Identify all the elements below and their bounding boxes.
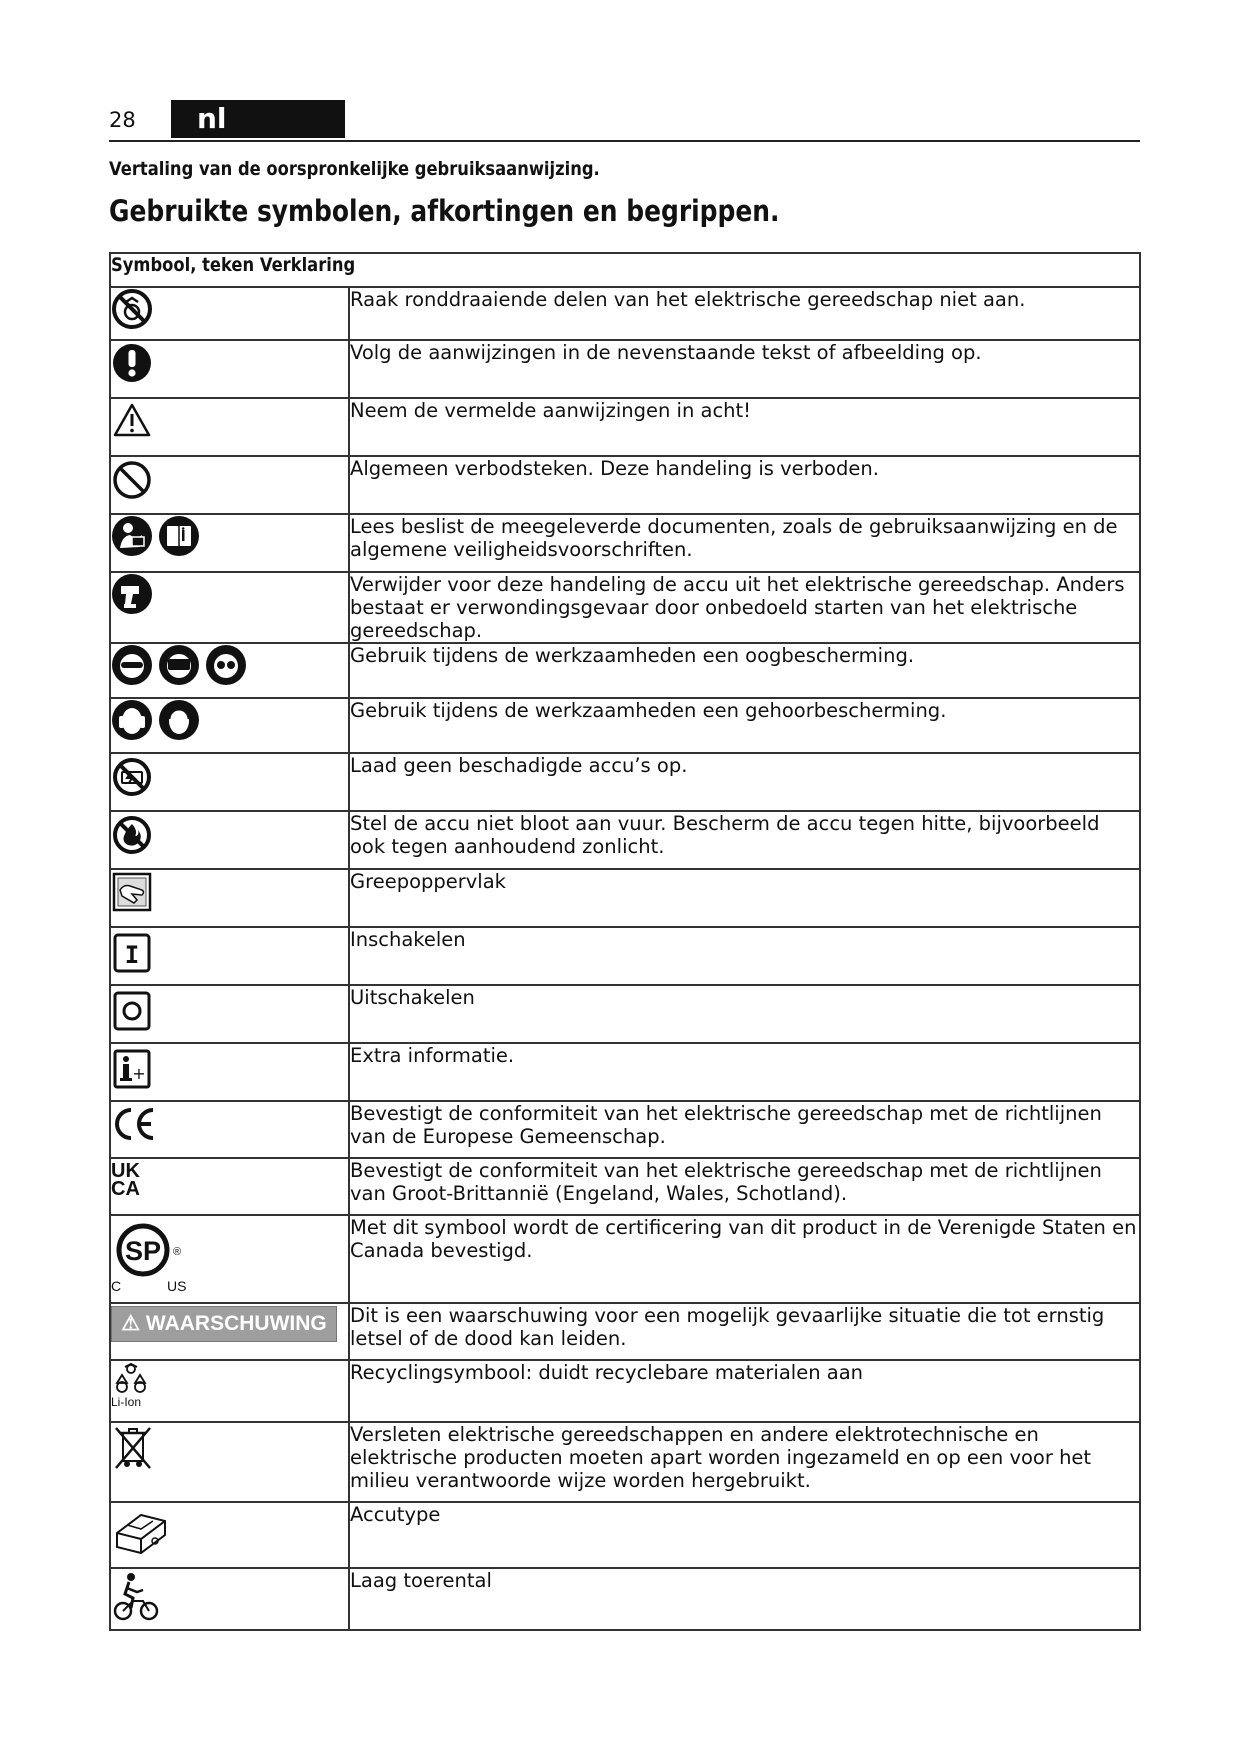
row-description: Algemeen verbodsteken. Deze handeling is verboden. bbox=[349, 456, 1140, 514]
table-row bbox=[110, 1101, 1140, 1158]
table-row bbox=[110, 985, 1140, 1043]
table-row bbox=[110, 572, 1140, 643]
prohibition-icon bbox=[111, 457, 153, 501]
ear-muffs-icon bbox=[158, 699, 200, 741]
row-description: Uitschakelen bbox=[349, 985, 1140, 1043]
svg-text:+: + bbox=[132, 1064, 146, 1083]
ce-mark-icon bbox=[111, 1102, 161, 1146]
table-row bbox=[110, 927, 1140, 985]
warning-badge-icon: ⚠ WAARSCHUWING bbox=[111, 1306, 337, 1342]
ukca-mark-icon: UK CA bbox=[111, 1160, 140, 1200]
table-row bbox=[110, 1568, 1140, 1630]
grip-surface-icon bbox=[111, 870, 153, 914]
row-description: Gebruik tijdens de werkzaamheden een oogbescherming. bbox=[349, 643, 1140, 698]
battery-type-icon bbox=[111, 1503, 171, 1559]
ear-protection-icon bbox=[111, 699, 153, 741]
svg-text:I: I bbox=[124, 941, 140, 969]
no-charging-damaged-battery-icon bbox=[111, 754, 153, 798]
manual-book-icon bbox=[158, 515, 200, 557]
power-on-icon bbox=[111, 928, 153, 976]
document-subtitle: Vertaling van de oorspronkelijke gebruiksaanwijzing. bbox=[109, 158, 600, 180]
no-touching-rotating-parts-icon bbox=[111, 288, 153, 330]
row-description: Stel de accu niet bloot aan vuur. Bescherm de accu tegen hitte, bijvoorbeeld ook tegen aanhoudend zonlicht. bbox=[349, 811, 1140, 869]
eye-protection-icon bbox=[111, 644, 153, 686]
table-row bbox=[110, 398, 1140, 456]
page-header bbox=[109, 100, 1140, 142]
row-description: Raak ronddraaiende delen van het elektrische gereedschap niet aan. bbox=[349, 287, 1140, 340]
row-description: Greepoppervlak bbox=[349, 869, 1140, 927]
svg-text:SP: SP bbox=[124, 1236, 162, 1266]
mandatory-action-icon bbox=[111, 341, 153, 385]
table-row bbox=[110, 456, 1140, 514]
row-description: Bevestigt de conformiteit van het elektrische gereedschap met de richtlijnen van Groot-Brittannië (Engeland, Wales, Schotland). bbox=[349, 1158, 1140, 1215]
table-row bbox=[110, 643, 1140, 698]
row-description: Recyclingsymbool: duidt recyclebare materialen aan bbox=[349, 1360, 1140, 1422]
face-shield-icon bbox=[158, 644, 200, 686]
table-row bbox=[110, 340, 1140, 398]
table-row bbox=[110, 1043, 1140, 1101]
row-description: Volg de aanwijzingen in de nevenstaande tekst of afbeelding op. bbox=[349, 340, 1140, 398]
table-row bbox=[110, 1215, 1140, 1303]
no-fire-battery-icon bbox=[111, 812, 153, 856]
recycling-icon: Li-Ion bbox=[111, 1361, 155, 1409]
row-description: Extra informatie. bbox=[349, 1043, 1140, 1101]
read-manual-icon bbox=[111, 515, 153, 557]
safety-goggles-icon bbox=[205, 644, 247, 686]
warning-triangle-small-icon: ⚠ bbox=[121, 1312, 141, 1335]
page-title: Gebruikte symbolen, afkortingen en begrippen. bbox=[109, 194, 780, 228]
row-description: Versleten elektrische gereedschappen en andere elektrotechnische en elektrische producten moeten apart worden ingezameld en op een voor het milieu verantwoorde wijze worden hergebruikt. bbox=[349, 1422, 1140, 1502]
table-row bbox=[110, 1360, 1140, 1422]
low-speed-icon bbox=[111, 1569, 161, 1623]
page-number: 28 bbox=[109, 108, 136, 132]
row-description: Bevestigt de conformiteit van het elektrische gereedschap met de richtlijnen van de Europese Gemeenschap. bbox=[349, 1101, 1140, 1158]
table-row bbox=[110, 1158, 1140, 1215]
row-description: Gebruik tijdens de werkzaamheden een gehoorbescherming. bbox=[349, 698, 1140, 753]
row-description: Neem de vermelde aanwijzingen in acht! bbox=[349, 398, 1140, 456]
csa-mark-icon: SP C US ® bbox=[111, 1216, 211, 1294]
weee-bin-icon bbox=[111, 1423, 155, 1473]
table-row bbox=[110, 1422, 1140, 1502]
power-off-icon bbox=[111, 986, 153, 1034]
table-row bbox=[110, 753, 1140, 811]
table-header: Symbool, teken Verklaring bbox=[110, 253, 1140, 287]
extra-info-icon bbox=[111, 1044, 153, 1092]
table-row bbox=[110, 1303, 1140, 1360]
row-description: Laad geen beschadigde accu’s op. bbox=[349, 753, 1140, 811]
row-description: Dit is een waarschuwing voor een mogelijk gevaarlijke situatie die tot ernstig letsel of de dood kan leiden. bbox=[349, 1303, 1140, 1360]
row-description: Laag toerental bbox=[349, 1568, 1140, 1630]
table-row bbox=[110, 1502, 1140, 1568]
symbols-table bbox=[109, 252, 1141, 1631]
table-row bbox=[110, 698, 1140, 753]
warning-triangle-icon bbox=[111, 399, 153, 441]
table-header-row bbox=[110, 253, 1140, 287]
row-description: Met dit symbool wordt de certificering van dit product in de Verenigde Staten en Canada bevestigd. bbox=[349, 1215, 1140, 1303]
row-description: Inschakelen bbox=[349, 927, 1140, 985]
language-tag: nl bbox=[171, 100, 345, 138]
row-description: Lees beslist de meegeleverde documenten, zoals de gebruiksaanwijzing en de algemene veiligheidsvoorschriften. bbox=[349, 514, 1140, 572]
table-row bbox=[110, 287, 1140, 340]
row-description: Accutype bbox=[349, 1502, 1140, 1568]
row-description: Verwijder voor deze handeling de accu uit het elektrische gereedschap. Anders bestaat er verwondingsgevaar door onbedoeld starten van het elektrische gereedschap. bbox=[349, 572, 1140, 643]
table-row bbox=[110, 811, 1140, 869]
remove-battery-icon bbox=[111, 573, 153, 615]
table-row bbox=[110, 514, 1140, 572]
table-row bbox=[110, 869, 1140, 927]
